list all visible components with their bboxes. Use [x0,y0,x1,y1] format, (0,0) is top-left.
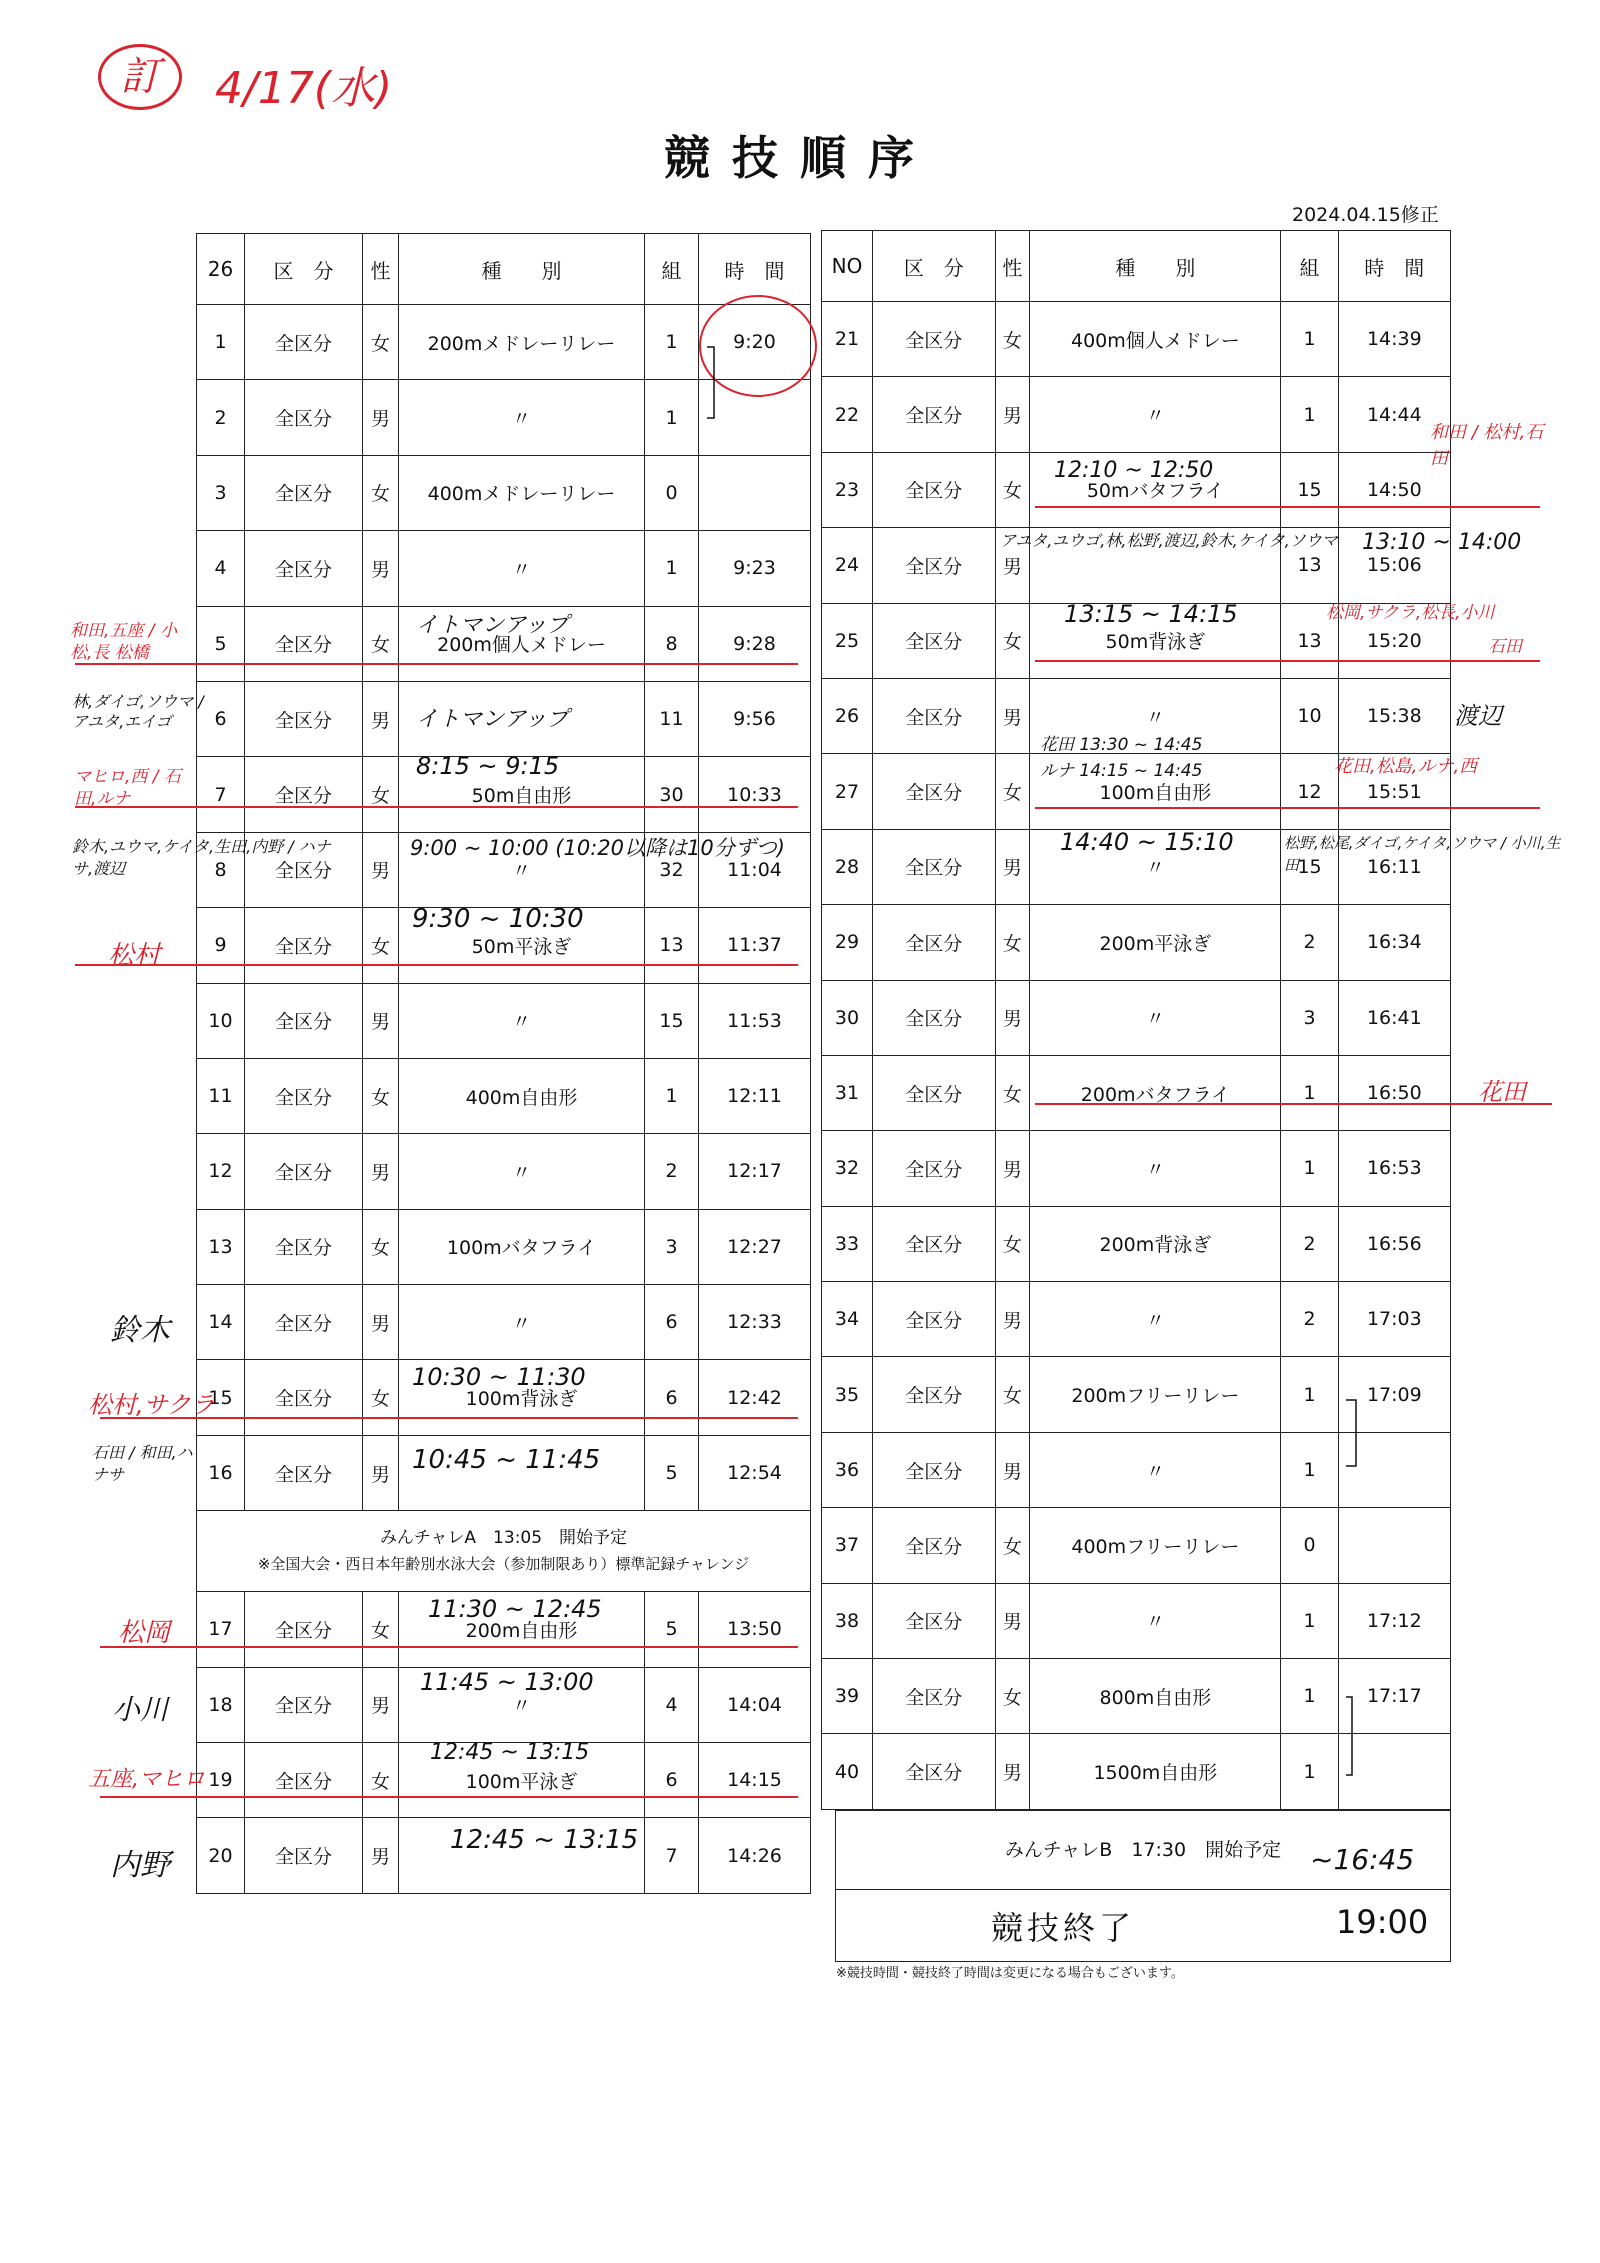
gender-cell: 女 [995,1659,1030,1734]
bracket-mark [1346,1697,1352,1775]
row-no-cell: 16 [197,1435,245,1510]
handwritten-names: 和田 / 松村,石田 [1430,422,1544,469]
time-cell: 17:09 [1338,1357,1450,1432]
event-cell: 200m自由形 [399,1592,645,1667]
gender-cell: 女 [995,1206,1030,1281]
time-cell: 16:11 [1338,829,1450,904]
row-no-cell: 19 [197,1743,245,1818]
row-no-cell: 2 [197,380,245,455]
row-no-cell: 31 [822,1055,873,1130]
gender-cell: 女 [363,1058,399,1133]
event-cell: 400m自由形 [399,1058,645,1133]
time-cell: 14:04 [699,1667,811,1742]
heats-cell: 10 [1281,678,1338,753]
event-cell: 〃 [399,1667,645,1742]
heats-cell: 3 [1281,980,1338,1055]
gender-cell: 男 [995,1734,1030,1809]
division-cell: 全区分 [873,1432,996,1507]
heats-cell: 15 [1281,452,1338,527]
handwritten-time: 12:45 ~ 13:15 [450,1825,639,1855]
time-cell: 14:50 [1338,452,1450,527]
gender-cell: 女 [363,1743,399,1818]
handwritten-name: 石田 [1488,637,1522,657]
handwritten-name: 小川 [112,1693,169,1726]
handwritten-time: ルナ 14:15 ~ 14:45 [1040,761,1203,781]
handwritten-time: 11:45 ~ 13:00 [420,1668,594,1696]
event-cell: 200mメドレーリレー [399,305,645,380]
time-cell: 16:53 [1338,1131,1450,1206]
heats-cell: 1 [1281,1659,1338,1734]
heats-cell: 3 [645,1209,699,1284]
time-cell: 9:28 [699,606,811,681]
gender-cell: 男 [995,377,1030,452]
handwritten-names: 松野,松尾,ダイゴ,ケイタ,ソウマ / 小川,生田 [1284,834,1561,874]
division-cell: 全区分 [245,832,363,907]
division-cell: 全区分 [245,1592,363,1667]
heats-cell: 0 [1281,1508,1338,1583]
gender-cell: 女 [363,1360,399,1435]
handwritten-time: 11:30 ~ 12:45 [428,1595,602,1623]
time-cell: 15:06 [1338,528,1450,603]
gender-cell: 女 [363,1592,399,1667]
header-date: 4/17(水) [215,63,393,114]
revision-date: 2024.04.15修正 [1292,204,1439,226]
gender-cell: 男 [995,980,1030,1055]
division-cell: 全区分 [245,455,363,530]
handwritten-time: 12:10 ~ 12:50 [1054,458,1214,483]
heats-cell: 11 [645,681,699,756]
division-cell: 全区分 [245,1058,363,1133]
row-no-cell: 35 [822,1357,873,1432]
column-header: 性 [363,234,399,305]
division-cell: 全区分 [873,603,996,678]
division-cell: 全区分 [873,1508,996,1583]
handwritten-time: 14:40 ~ 15:10 [1060,828,1234,856]
bracket-mark [707,347,714,418]
event-cell: 〃 [1030,1131,1281,1206]
heats-cell: 2 [1281,905,1338,980]
handwritten-time: 10:30 ~ 11:30 [412,1363,586,1391]
heats-cell: 1 [1281,1357,1338,1432]
time-cell: 14:15 [699,1743,811,1818]
handwritten-event: イトマンアップ [416,707,569,732]
time-cell: 16:41 [1338,980,1450,1055]
row-no-cell: 12 [197,1134,245,1209]
row-no-cell: 6 [197,681,245,756]
column-header: 区 分 [245,234,363,305]
time-cell: 11:37 [699,908,811,983]
division-cell: 全区分 [245,908,363,983]
heats-cell: 1 [1281,377,1338,452]
division-cell: 全区分 [245,606,363,681]
heats-cell: 6 [645,1360,699,1435]
time-cell: 9:23 [699,531,811,606]
time-cell: 15:38 [1338,678,1450,753]
heats-cell: 1 [645,531,699,606]
time-cell: 12:11 [699,1058,811,1133]
event-cell: 200mバタフライ [1030,1055,1281,1130]
row-no-cell: 33 [822,1206,873,1281]
handwritten-time: 13:15 ~ 14:15 [1064,600,1238,628]
gender-cell: 女 [363,305,399,380]
row-no-cell: 29 [822,905,873,980]
event-cell: 〃 [1030,980,1281,1055]
heats-cell: 1 [645,305,699,380]
division-cell: 全区分 [873,1659,996,1734]
gender-cell: 女 [363,606,399,681]
event-cell: 〃 [399,1285,645,1360]
event-cell: 100m平泳ぎ [399,1743,645,1818]
row-no-cell: 30 [822,980,873,1055]
heats-cell: 1 [1281,1055,1338,1130]
division-cell: 全区分 [873,528,996,603]
division-cell: 全区分 [873,1357,996,1432]
division-cell: 全区分 [245,1743,363,1818]
division-cell: 全区分 [245,1435,363,1510]
heats-cell: 13 [1281,528,1338,603]
handwritten-time: 10:45 ~ 11:45 [412,1445,601,1475]
heats-cell: 1 [645,1058,699,1133]
event-cell: 50mバタフライ [1030,452,1281,527]
gender-cell: 女 [995,1055,1030,1130]
division-cell: 全区分 [245,305,363,380]
time-cell: 17:17 [1338,1659,1450,1734]
gender-cell: 女 [363,757,399,832]
row-no-cell: 8 [197,832,245,907]
finish-handwritten: ~16:45 [1310,1843,1415,1876]
event-cell: 400mメドレーリレー [399,455,645,530]
time-cell: 11:04 [699,832,811,907]
event-cell: 100mバタフライ [399,1209,645,1284]
time-cell: 11:53 [699,983,811,1058]
heats-cell: 15 [1281,829,1338,904]
gender-cell: 女 [995,754,1030,829]
handwritten-name: 渡辺 [1454,702,1502,730]
division-cell: 全区分 [873,302,996,377]
time-cell: 17:12 [1338,1583,1450,1658]
handwritten-time: 12:45 ~ 13:15 [430,1740,590,1765]
time-cell: 12:42 [699,1360,811,1435]
row-no-cell: 22 [822,377,873,452]
column-header: 26 [197,234,245,305]
header-note-text: 訂 [120,54,160,100]
heats-cell: 0 [645,455,699,530]
page-title: 競技順序 [664,131,936,185]
row-no-cell: 13 [197,1209,245,1284]
event-cell: 〃 [1030,1583,1281,1658]
heats-cell: 6 [645,1285,699,1360]
handwritten-time: 9:00 ~ 10:00 (10:20以降は10分ずつ) [410,836,785,860]
division-cell: 全区分 [873,678,996,753]
column-header: 組 [1281,231,1338,302]
row-no-cell: 5 [197,606,245,681]
handwritten-name: 花田 [1478,1078,1526,1106]
gender-cell: 男 [995,1583,1030,1658]
event-cell: 50m背泳ぎ [1030,603,1281,678]
division-cell: 全区分 [873,1282,996,1357]
handwritten-name: 松村,サクラ [88,1391,215,1419]
row-no-cell: 24 [822,528,873,603]
gender-cell: 男 [995,1282,1030,1357]
division-cell: 全区分 [245,1134,363,1209]
division-cell: 全区分 [873,1206,996,1281]
gender-cell: 男 [363,531,399,606]
handwritten-time: 8:15 ~ 9:15 [416,752,560,780]
division-cell: 全区分 [873,905,996,980]
time-cell: 12:27 [699,1209,811,1284]
finish-label: 競技終了 [991,1909,1136,1947]
footnote: ※競技時間・競技終了時間は変更になる場合もございます。 [836,1966,1184,1981]
finish-time: 19:00 [1336,1903,1429,1941]
heats-cell: 2 [1281,1206,1338,1281]
gender-cell: 男 [363,1667,399,1742]
event-cell: 〃 [399,1134,645,1209]
time-cell: 15:51 [1338,754,1450,829]
handwritten-name: 松岡 [118,1618,171,1648]
heats-cell: 1 [1281,1432,1338,1507]
heats-cell: 13 [1281,603,1338,678]
heats-cell: 1 [1281,1583,1338,1658]
row-no-cell: 14 [197,1285,245,1360]
gender-cell: 男 [995,678,1030,753]
time-cell: 12:17 [699,1134,811,1209]
event-cell: 〃 [399,983,645,1058]
event-cell: 〃 [1030,678,1281,753]
handwritten-name: 松村 [108,941,161,971]
handwritten-names: 花田,松島,ルナ,西 [1334,756,1478,777]
handwritten-names: 松岡,サクラ,松長,小川 [1326,603,1495,623]
column-header: 時 間 [1338,231,1450,302]
gender-cell: 男 [363,380,399,455]
gender-cell: 女 [995,603,1030,678]
time-cell: 9:20 [699,305,811,380]
handwritten-event: イトマンアップ [416,613,569,638]
event-cell: 400mフリーリレー [1030,1508,1281,1583]
break-note-line: ※全国大会・西日本年齢別水泳大会（参加制限あり）標準記録チャレンジ [257,1555,750,1574]
division-cell: 全区分 [873,1734,996,1809]
heats-cell: 7 [645,1818,699,1893]
row-no-cell: 38 [822,1583,873,1658]
division-cell: 全区分 [873,980,996,1055]
heats-cell: 2 [1281,1282,1338,1357]
event-cell: 200m個人メドレー [399,606,645,681]
time-cell: 12:54 [699,1435,811,1510]
gender-cell: 女 [363,908,399,983]
heats-cell: 15 [645,983,699,1058]
gender-cell: 男 [363,1285,399,1360]
row-no-cell: 27 [822,754,873,829]
gender-cell: 女 [995,1357,1030,1432]
handwritten-names: 石田 / 和田,ハナサ [92,1443,193,1484]
handwritten-name: 五座,マヒロ [88,1767,205,1792]
event-cell: 200m平泳ぎ [1030,905,1281,980]
row-no-cell: 21 [822,302,873,377]
row-no-cell: 40 [822,1734,873,1809]
heats-cell: 5 [645,1435,699,1510]
row-no-cell: 15 [197,1360,245,1435]
event-cell: 100m自由形 [1030,754,1281,829]
column-header: 組 [645,234,699,305]
gender-cell: 女 [363,455,399,530]
heats-cell: 1 [1281,1734,1338,1809]
time-cell: 13:50 [699,1592,811,1667]
row-no-cell: 32 [822,1131,873,1206]
row-no-cell: 4 [197,531,245,606]
gender-cell: 男 [363,1818,399,1893]
gender-cell: 女 [995,452,1030,527]
gender-cell: 男 [363,681,399,756]
row-no-cell: 9 [197,908,245,983]
division-cell: 全区分 [873,1055,996,1130]
heats-cell: 12 [1281,754,1338,829]
event-cell: 200mフリーリレー [1030,1357,1281,1432]
gender-cell: 女 [995,1508,1030,1583]
event-cell: 〃 [399,832,645,907]
division-cell: 全区分 [245,1209,363,1284]
break-note-line: みんチャレA 13:05 開始予定 [379,1528,628,1549]
row-no-cell: 7 [197,757,245,832]
heats-cell: 2 [645,1134,699,1209]
handwritten-names: 鈴木,ユウマ,ケイタ,生田,内野 / ハナサ,渡辺 [72,837,331,878]
time-cell: 10:33 [699,757,811,832]
row-no-cell: 26 [822,678,873,753]
division-cell: 全区分 [245,681,363,756]
heats-cell: 13 [645,908,699,983]
bracket-mark [1346,1400,1356,1466]
event-cell: 〃 [1030,829,1281,904]
heats-cell: 1 [1281,1131,1338,1206]
gender-cell: 男 [363,1435,399,1510]
gender-cell: 男 [363,832,399,907]
division-cell: 全区分 [873,377,996,452]
division-cell: 全区分 [873,829,996,904]
heats-cell: 6 [645,1743,699,1818]
event-cell: 1500m自由形 [1030,1734,1281,1809]
event-cell: 〃 [1030,1282,1281,1357]
event-cell: 〃 [1030,1432,1281,1507]
time-cell: 12:33 [699,1285,811,1360]
heats-cell: 1 [645,380,699,455]
division-cell: 全区分 [245,1667,363,1742]
gender-cell: 男 [995,528,1030,603]
row-no-cell: 11 [197,1058,245,1133]
time-cell: 16:56 [1338,1206,1450,1281]
event-cell: 〃 [399,531,645,606]
division-cell: 全区分 [245,983,363,1058]
handwritten-name: 鈴木 [110,1313,170,1348]
row-no-cell: 36 [822,1432,873,1507]
heats-cell: 8 [645,606,699,681]
time-cell: 17:03 [1338,1282,1450,1357]
heats-cell: 32 [645,832,699,907]
row-no-cell: 20 [197,1818,245,1893]
row-no-cell: 34 [822,1282,873,1357]
event-cell: 400m個人メドレー [1030,302,1281,377]
heats-cell: 5 [645,1592,699,1667]
handwritten-names: マヒロ,西 / 石田,ルナ [74,767,181,809]
handwritten-names: 林,ダイゴ,ソウマ / アユタ,エイゴ [72,692,204,731]
column-header: 種 別 [399,234,645,305]
division-cell: 全区分 [245,380,363,455]
gender-cell: 男 [363,983,399,1058]
time-cell: 9:56 [699,681,811,756]
gender-cell: 男 [363,1134,399,1209]
gender-cell: 女 [363,1209,399,1284]
heats-cell: 30 [645,757,699,832]
column-header: NO [822,231,873,302]
handwritten-names: 和田,五座 / 小松,長 松橋 [70,621,177,663]
event-cell: 〃 [399,380,645,455]
row-no-cell: 18 [197,1667,245,1742]
column-header: 種 別 [1030,231,1281,302]
time-cell: 14:39 [1338,302,1450,377]
event-cell: 800m自由形 [1030,1659,1281,1734]
event-cell: 〃 [1030,377,1281,452]
handwritten-time: 花田 13:30 ~ 14:45 [1040,735,1203,755]
division-cell: 全区分 [245,1285,363,1360]
column-header: 性 [995,231,1030,302]
row-no-cell: 37 [822,1508,873,1583]
event-cell: 50m自由形 [399,757,645,832]
minchalle-b-note: みんチャレB 17:30 開始予定 [1004,1839,1282,1861]
division-cell: 全区分 [245,1360,363,1435]
gender-cell: 男 [995,1432,1030,1507]
column-header: 時 間 [699,234,811,305]
row-no-cell: 1 [197,305,245,380]
time-cell: 14:44 [1338,377,1450,452]
row-no-cell: 3 [197,455,245,530]
time-cell: 16:34 [1338,905,1450,980]
time-cell: 16:50 [1338,1055,1450,1130]
gender-cell: 男 [995,1131,1030,1206]
time-cell: 14:26 [699,1818,811,1893]
row-no-cell: 39 [822,1659,873,1734]
division-cell: 全区分 [873,754,996,829]
row-no-cell: 17 [197,1592,245,1667]
division-cell: 全区分 [873,452,996,527]
time-cell: 15:20 [1338,603,1450,678]
circle-mark [700,296,816,396]
handwritten-time: 9:30 ~ 10:30 [412,904,584,934]
division-cell: 全区分 [245,1818,363,1893]
row-no-cell: 23 [822,452,873,527]
gender-cell: 女 [995,302,1030,377]
row-no-cell: 10 [197,983,245,1058]
event-cell: 200m背泳ぎ [1030,1206,1281,1281]
column-header: 区 分 [873,231,996,302]
row-no-cell: 28 [822,829,873,904]
gender-cell: 女 [995,905,1030,980]
division-cell: 全区分 [245,531,363,606]
handwritten-time: 13:10 ~ 14:00 [1362,530,1522,555]
heats-cell: 4 [645,1667,699,1742]
handwritten-names: アユタ,ユウゴ,林,松野,渡辺,鈴木,ケイタ,ソウマ [1000,531,1338,550]
division-cell: 全区分 [873,1131,996,1206]
heats-cell: 1 [1281,302,1338,377]
gender-cell: 男 [995,829,1030,904]
handwritten-name: 内野 [110,1848,170,1883]
division-cell: 全区分 [873,1583,996,1658]
event-cell: 100m背泳ぎ [399,1360,645,1435]
division-cell: 全区分 [245,757,363,832]
row-no-cell: 25 [822,603,873,678]
event-cell: 50m平泳ぎ [399,908,645,983]
